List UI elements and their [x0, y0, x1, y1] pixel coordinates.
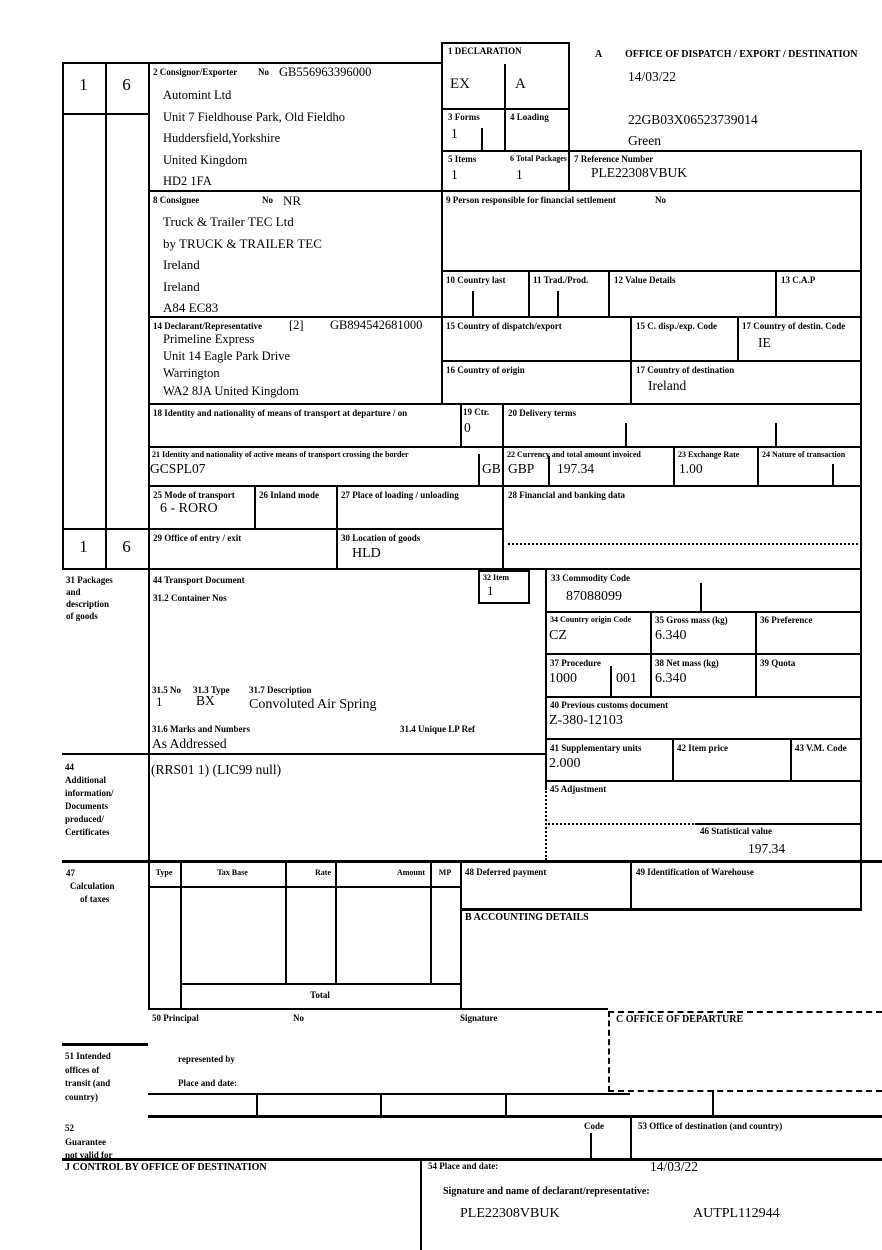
consignor-eori: GB556963396000: [279, 65, 372, 79]
code-label: Code: [584, 1121, 604, 1131]
box28-label: 28 Financial and banking data: [508, 490, 626, 500]
line: [62, 62, 64, 570]
declarant-reference: PLE22308VBUK: [460, 1206, 560, 1221]
box9-label: 9 Person responsible for financial settlement: [446, 195, 616, 205]
line: [148, 446, 862, 448]
total-packages: 1: [516, 167, 523, 182]
box18-label: 18 Identity and nationality of means of transport at departure / on: [153, 408, 408, 418]
box53-label: 53 Office of destination (and country): [638, 1121, 783, 1131]
line: [420, 1158, 422, 1250]
destination-country: Ireland: [648, 378, 687, 393]
tick-mark: [590, 1133, 592, 1158]
transport-nationality: GB: [482, 461, 501, 476]
box49-label: 49 Identification of Warehouse: [636, 867, 754, 877]
address-line: United Kingdom: [163, 152, 248, 167]
line: [775, 270, 777, 318]
exchange-rate: 1.00: [679, 461, 703, 476]
box50-signature-label: Signature: [460, 1013, 498, 1023]
line: [460, 908, 862, 911]
net-mass: 6.340: [655, 671, 687, 686]
declarant-eori: GB894542681000: [330, 318, 423, 332]
line: [441, 270, 862, 272]
line: [62, 568, 862, 570]
declaration-type: EX: [450, 76, 470, 92]
signature-name-label: Signature and name of declarant/representative:: [443, 1186, 650, 1197]
box39-label: 39 Quota: [760, 658, 796, 668]
routing-status: Green: [628, 133, 661, 148]
invoice-amount: 197.34: [557, 461, 595, 476]
line: [478, 454, 480, 487]
box44-label: 44 Additional information/ Documents produced/ Certificates: [65, 762, 114, 837]
box15a-label: 15 C. disp./exp. Code: [636, 321, 718, 331]
box10-label: 10 Country last: [446, 275, 506, 285]
line: [695, 823, 862, 825]
box30-label: 30 Location of goods: [341, 533, 421, 543]
line: [62, 1043, 148, 1046]
acceptance-date: 14/03/22: [628, 69, 677, 84]
box44-transport-label: 44 Transport Document: [153, 575, 245, 585]
box13-label: 13 C.A.P: [781, 275, 816, 285]
tick-mark: [472, 291, 474, 316]
representative-code: [2]: [289, 318, 304, 332]
box27-label: 27 Place of loading / unloading: [341, 490, 459, 500]
line: [502, 403, 504, 570]
package-count: 1: [156, 694, 163, 709]
tick-mark: [832, 464, 834, 486]
tick-mark: [481, 128, 483, 150]
package-type: BX: [196, 693, 215, 708]
line: [505, 1093, 507, 1117]
dotted-line: [545, 823, 697, 825]
gross-mass: 6.340: [655, 628, 687, 643]
line: [430, 863, 432, 985]
section-c-title: C OFFICE OF DEPARTURE: [616, 1014, 744, 1025]
box46-label: 46 Statistical value: [700, 826, 772, 836]
box26-label: 26 Inland mode: [259, 490, 320, 500]
box9-no-label: No: [655, 195, 666, 205]
line: [545, 568, 547, 790]
line: [380, 1093, 382, 1117]
line: [105, 62, 107, 570]
tax-col-base: Tax Base: [217, 868, 248, 877]
box17-label: 17 Country of destination: [636, 365, 735, 375]
copy-number: 1: [79, 75, 88, 94]
mrn-number: 22GB03X06523739014: [628, 112, 758, 127]
line: [148, 886, 460, 888]
line: [755, 611, 757, 698]
transport-identity: GCSPL07: [150, 461, 206, 476]
previous-document: Z-380-12103: [549, 713, 623, 728]
box54-label: 54 Place and date:: [428, 1161, 499, 1171]
destination-country-code: IE: [758, 335, 771, 350]
consignor-address: [163, 85, 345, 193]
box51-label: 51 Intended offices of transit (and country): [65, 1051, 111, 1102]
line: [630, 316, 632, 405]
line: [148, 528, 502, 530]
address-line: Ireland: [163, 278, 200, 294]
box19-label: 19 Ctr.: [463, 407, 490, 417]
line: [700, 583, 702, 611]
section-j-title: J CONTROL BY OFFICE OF DESTINATION: [65, 1162, 267, 1173]
box21-label: 21 Identity and nationality of active means of transport crossing the border: [152, 450, 409, 459]
line: [285, 863, 287, 985]
box16-label: 16 Country of origin: [446, 365, 525, 375]
box37-label: 37 Procedure: [550, 658, 601, 668]
box25-label: 25 Mode of transport: [153, 490, 235, 500]
represented-by-label: represented by: [178, 1054, 235, 1064]
item-number: 1: [487, 583, 494, 598]
address-line: Truck & Trailer TEC Ltd: [163, 214, 294, 229]
box15-label: 15 Country of dispatch/export: [446, 321, 562, 331]
line: [528, 270, 530, 318]
address-line: Huddersfield,Yorkshire: [163, 131, 281, 146]
line: [672, 738, 674, 782]
box32-label: 32 Item: [483, 573, 509, 582]
copy-number: 6: [122, 75, 131, 94]
address-line: HD2 1FA: [163, 174, 212, 189]
box22-label: 22 Currency and total amount invoiced: [507, 450, 641, 459]
box42-label: 42 Item price: [677, 743, 728, 753]
line: [148, 403, 862, 405]
copy-number: 6: [122, 537, 131, 556]
line: [757, 446, 759, 487]
procedure-code-2: 001: [616, 671, 637, 686]
section-a-title: OFFICE OF DISPATCH / EXPORT / DESTINATION: [625, 49, 858, 60]
address-line: Unit 14 Eagle Park Drive: [163, 349, 291, 364]
line: [148, 1008, 608, 1010]
tax-col-amount: Amount: [396, 868, 425, 877]
statistical-value: 197.34: [748, 841, 786, 856]
box31-label: 31 Packages and description of goods: [66, 575, 113, 621]
box41-label: 41 Supplementary units: [550, 743, 642, 753]
declaration-date: 14/03/22: [650, 1159, 699, 1174]
forms-count: 1: [451, 126, 458, 141]
dotted-line: [508, 543, 862, 545]
line: [610, 666, 612, 698]
line: [860, 150, 862, 910]
box31-3-label: 31.3 Type: [193, 685, 230, 695]
box5-label: 5 Items: [448, 154, 477, 164]
box50-label: 50 Principal: [152, 1013, 199, 1023]
place-and-date-label: Place and date:: [178, 1078, 237, 1088]
box7-label: 7 Reference Number: [574, 154, 654, 164]
additional-information: (RRS01 1) (LIC99 null): [151, 762, 282, 777]
origin-country-code: CZ: [549, 628, 567, 643]
line: [545, 780, 862, 782]
section-b-title: B ACCOUNTING DETAILS: [465, 912, 589, 923]
dashed-line: [608, 1011, 882, 1013]
declaration-subtype: A: [515, 76, 526, 92]
dashed-line: [608, 1090, 882, 1092]
dotted-line: [545, 788, 547, 860]
box2-no-label: No: [258, 67, 269, 77]
consignee-address: [163, 211, 322, 319]
container-flag: 0: [464, 420, 471, 435]
commodity-code: 87088099: [566, 589, 622, 604]
box11-label: 11 Trad./Prod.: [533, 275, 589, 285]
line: [256, 1093, 258, 1117]
line: [790, 738, 792, 782]
items-count: 1: [451, 167, 458, 182]
line: [62, 860, 882, 863]
box43-label: 43 V.M. Code: [795, 743, 847, 753]
line: [336, 485, 338, 570]
tick-mark: [557, 291, 559, 316]
box31-4-label: 31.4 Unique LP Ref: [400, 724, 476, 734]
box50-no-label: No: [293, 1013, 304, 1023]
box4-label: 4 Loading: [510, 112, 549, 122]
line: [441, 360, 862, 362]
box8-label: 8 Consignee: [153, 195, 200, 205]
box31-2-label: 31.2 Container Nos: [153, 593, 227, 603]
line: [180, 983, 460, 985]
goods-location: HLD: [352, 546, 381, 561]
box36-label: 36 Preference: [760, 615, 813, 625]
line: [568, 42, 570, 192]
line: [630, 1115, 632, 1160]
line: [148, 1093, 630, 1095]
line: [608, 270, 610, 318]
box3-label: 3 Forms: [448, 112, 480, 122]
dashed-line: [608, 1011, 610, 1092]
tick-mark: [775, 423, 777, 446]
invoice-currency: GBP: [508, 461, 535, 476]
line: [650, 611, 652, 698]
tax-col-type: Type: [155, 868, 173, 877]
declarant-name: AUTPL112944: [693, 1206, 780, 1221]
box2-label: 2 Consignor/Exporter: [153, 67, 238, 77]
line: [545, 738, 862, 740]
address-line: WA2 8JA United Kingdom: [163, 383, 299, 398]
box45-label: 45 Adjustment: [550, 784, 607, 794]
box47-label: 47 Calculation of taxes: [66, 868, 115, 904]
box31-6-label: 31.6 Marks and Numbers: [152, 724, 251, 734]
line: [335, 863, 337, 985]
box20-label: 20 Delivery terms: [508, 408, 576, 418]
box40-label: 40 Previous customs document: [550, 700, 669, 710]
line: [254, 485, 256, 530]
line: [737, 316, 739, 362]
line: [443, 42, 568, 44]
tax-col-mp: MP: [438, 868, 452, 877]
box35-label: 35 Gross mass (kg): [655, 615, 728, 625]
line: [460, 403, 462, 448]
box24-label: 24 Nature of transaction: [762, 450, 846, 459]
box23-label: 23 Exchange Rate: [678, 450, 740, 459]
box48-label: 48 Deferred payment: [465, 867, 547, 877]
line: [62, 753, 545, 755]
box1-label: 1 DECLARATION: [448, 46, 522, 56]
goods-description: Convoluted Air Spring: [249, 697, 377, 712]
box52-label: 52 Guarantee not valid for: [65, 1123, 113, 1160]
marks-and-numbers: As Addressed: [152, 736, 227, 751]
box14-label: 14 Declarant/Representative: [153, 321, 263, 331]
box17a-label: 17 Country of destin. Code: [742, 321, 846, 331]
consignee-id: NR: [283, 193, 302, 208]
tax-total-label: Total: [310, 990, 330, 1000]
line: [148, 62, 150, 1010]
address-line: A84 EC83: [163, 300, 219, 315]
section-a-letter: A: [595, 49, 603, 60]
box8-no-label: No: [262, 195, 273, 205]
box6-label: 6 Total Packages: [510, 154, 567, 163]
box31-7-label: 31.7 Description: [249, 685, 312, 695]
tax-col-rate: Rate: [315, 868, 331, 877]
line: [673, 446, 675, 487]
box12-label: 12 Value Details: [614, 275, 676, 285]
reference-number: PLE22308VBUK: [591, 165, 688, 180]
box29-label: 29 Office of entry / exit: [153, 533, 242, 543]
procedure-code: 1000: [549, 671, 577, 686]
box31-5-label: 31.5 No: [152, 685, 181, 695]
address-line: Primeline Express: [163, 332, 255, 346]
address-line: Unit 7 Fieldhouse Park, Old Fieldho: [163, 109, 345, 124]
line: [548, 456, 550, 487]
line: [180, 863, 182, 1010]
tick-mark: [625, 423, 627, 446]
line: [545, 653, 862, 655]
line: [630, 863, 632, 910]
line: [545, 696, 862, 698]
address-line: Ireland: [163, 257, 200, 272]
declarant-address: [163, 331, 299, 400]
line: [504, 64, 506, 152]
box38-label: 38 Net mass (kg): [655, 658, 719, 668]
box34-label: 34 Country origin Code: [550, 615, 632, 624]
line: [460, 863, 462, 1010]
line: [545, 611, 862, 613]
line: [148, 1115, 882, 1118]
supplementary-units: 2.000: [549, 756, 581, 771]
box33-label: 33 Commodity Code: [551, 573, 630, 583]
transport-mode: 6 - RORO: [160, 501, 218, 516]
copy-number: 1: [79, 537, 88, 556]
line: [712, 1090, 714, 1117]
line: [62, 62, 441, 64]
address-line: by TRUCK & TRAILER TEC: [163, 235, 322, 251]
line: [441, 42, 443, 405]
address-line: Automint Ltd: [163, 88, 232, 102]
address-line: Warrington: [163, 366, 220, 381]
